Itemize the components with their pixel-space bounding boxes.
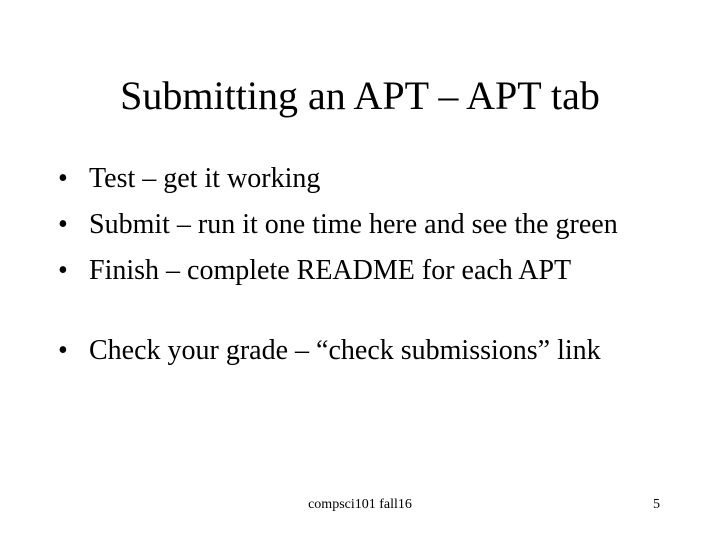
list-item [58,334,678,368]
bullet-icon: • [58,255,68,286]
list-item [58,162,678,196]
bullet-text: Test – get it working [89,163,321,194]
list-item [58,254,678,288]
bullet-icon: • [58,209,68,240]
footer-text: compsci101 fall16 [308,497,412,512]
page-number: 5 [653,497,660,512]
list-item [58,208,678,242]
bullet-icon: • [58,335,68,366]
bullet-text: Submit – run it one time here and see the green [89,209,618,240]
bullet-text: Finish – complete README for each APT [89,255,572,286]
slide-title: Submitting an APT – APT tab [120,73,600,118]
bullet-icon: • [58,163,68,194]
bullet-text: Check your grade – “check submissions” link [89,335,601,366]
bullet-list [58,162,678,380]
